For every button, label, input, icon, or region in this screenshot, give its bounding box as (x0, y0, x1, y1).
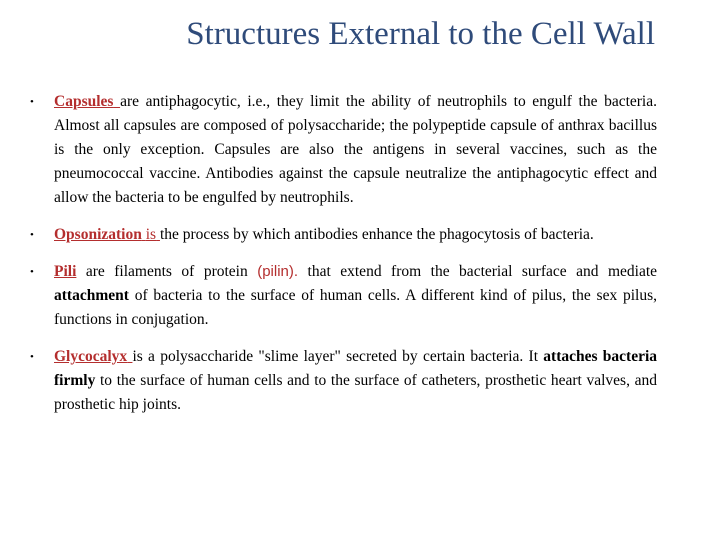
term-glycocalyx: Glycocalyx (54, 348, 128, 365)
pili-highlight: (pilin). (257, 263, 299, 280)
capsules-text: are antiphagocytic, i.e., they limit the ability of neutrophils to engulf the bacteria. Almost all capsules are composed of polysaccharide; the polypeptide capsule of anthrax bacillus is the only exception. Capsules are also the antigens in several vaccines, such as the pneumococcal vaccine. Antibodies against the capsule neutralize the antiphagocytic effect and allow the bacteria to be engulfed by neutrophils. (54, 93, 657, 206)
bullet-glycocalyx (30, 345, 657, 417)
glycocalyx-text-2: to the surface of human cells and to the surface of catheters, prosthetic heart valves, and prosthetic hip joints. (54, 372, 657, 413)
pili-text-2: that extend from the bacterial surface and mediate (307, 263, 658, 280)
opsonization-text: the process by which antibodies enhance the phagocytosis of bacteria. (159, 226, 594, 243)
opsonization-is: is (145, 226, 157, 243)
bullet-dot-icon: • (30, 96, 34, 108)
slide-title: Structures External to the Cell Wall (186, 16, 655, 52)
bullet-dot-icon: • (30, 229, 34, 241)
glycocalyx-text-1: is a polysaccharide "slime layer" secreted by certain bacteria. It (132, 348, 539, 365)
bullet-dot-icon: • (30, 351, 34, 363)
pili-text-1: are filaments of protein (85, 263, 248, 280)
pili-bold-word: attachment (54, 287, 129, 304)
bullet-opsonization (30, 223, 657, 247)
bullet-pili (30, 260, 657, 332)
bullet-dot-icon: • (30, 266, 34, 278)
bullet-capsules (30, 90, 657, 210)
term-pili: Pili (54, 263, 77, 280)
term-opsonization: Opsonization (54, 226, 142, 243)
bullet-list (30, 90, 657, 430)
pili-text-3: of bacteria to the surface of human cells. A different kind of pilus, the sex pilus, functions in conjugation. (54, 287, 658, 328)
term-capsules: Capsules (54, 93, 114, 110)
glycocalyx-bold-phrase: attaches bacteria firmly (54, 348, 658, 389)
